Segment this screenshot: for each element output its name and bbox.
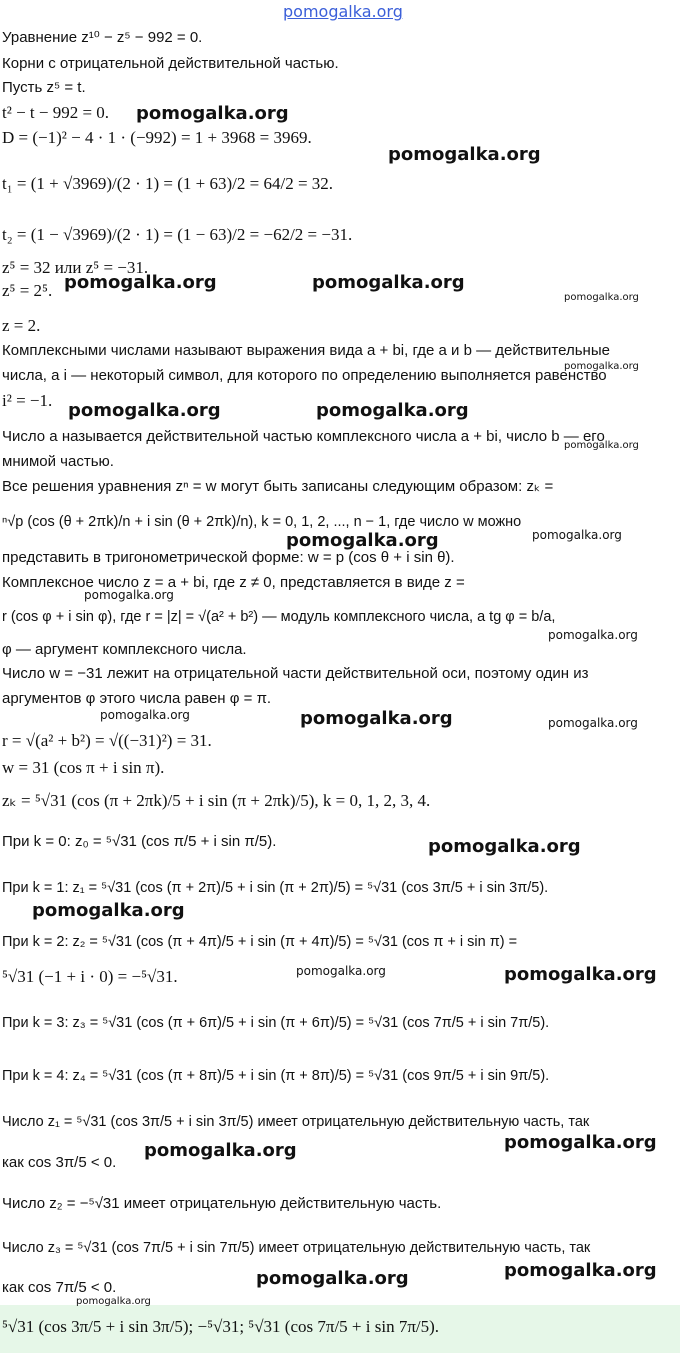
text-line: z = 2. — [2, 316, 41, 335]
text-line: аргументов φ этого числа равен φ = π. — [2, 690, 272, 707]
watermark: pomogalka.org — [136, 103, 289, 124]
watermark: pomogalka.org — [76, 1296, 151, 1307]
watermark: pomogalka.org — [532, 528, 622, 542]
watermark: pomogalka.org — [504, 964, 657, 985]
watermark: pomogalka.org — [504, 1132, 657, 1153]
text-line: zₖ = ⁵√31 (cos (π + 2πk)/5 + i sin (π + 2πk)/5), k = 0, 1, 2, 3, 4. — [2, 791, 431, 810]
text-line: D = (−1)² − 4 · 1 · (−992) = 1 + 3968 = 3969. — [2, 128, 312, 147]
text-line: w = 31 (cos π + i sin π). — [2, 758, 165, 777]
text-line: При k = 3: z₃ = ⁵√31 (cos (π + 6π)/5 + i sin (π + 6π)/5) = ⁵√31 (cos 7π/5 + i sin 7π/5). — [2, 1015, 550, 1031]
text-line: Число z₁ = ⁵√31 (cos 3π/5 + i sin 3π/5) имеет отрицательную действительную часть, так — [2, 1114, 590, 1130]
watermark: pomogalka.org — [504, 1260, 657, 1281]
watermark: pomogalka.org — [564, 440, 639, 451]
text-line: Число w = −31 лежит на отрицательной части действительной оси, поэтому один из — [2, 665, 589, 682]
watermark: pomogalka.org — [548, 716, 638, 730]
watermark: pomogalka.org — [64, 272, 217, 293]
text-line: как cos 3π/5 < 0. — [2, 1154, 117, 1171]
text-line: Корни с отрицательной действительной частью. — [2, 55, 339, 72]
text-line: i² = −1. — [2, 391, 53, 410]
text-line: При k = 2: z₂ = ⁵√31 (cos (π + 4π)/5 + i sin (π + 4π)/5) = ⁵√31 (cos π + i sin π) = — [2, 934, 518, 950]
watermark: pomogalka.org — [312, 272, 465, 293]
watermark: pomogalka.org — [32, 900, 185, 921]
text-line: Комплексными числами называют выражения вида a + bi, где a и b — действительные — [2, 342, 610, 359]
watermark: pomogalka.org — [300, 708, 453, 729]
text-line: Пусть z⁵ = t. — [2, 79, 86, 96]
text-line: z⁵ = 2⁵. — [2, 281, 53, 300]
text-line: числа, а i — некоторый символ, для которого по определению выполняется равенство — [2, 367, 607, 384]
text-line: Число z₂ = −⁵√31 имеет отрицательную действительную часть. — [2, 1195, 442, 1212]
text-line: t₁ = (1 + √3969)/(2 · 1) = (1 + 63)/2 = 64/2 = 32. — [2, 174, 334, 193]
text-line: ⁵√31 (−1 + i · 0) = −⁵√31. — [2, 967, 178, 986]
text-line: Комплексное число z = a + bi, где z ≠ 0, представляется в виде z = — [2, 574, 465, 591]
text-line: представить в тригонометрической форме: w = p (cos θ + i sin θ). — [2, 549, 455, 566]
text-line: мнимой частью. — [2, 453, 114, 470]
site-link[interactable]: pomogalka.org — [283, 2, 403, 21]
text-line: r = √(a² + b²) = √((−31)²) = 31. — [2, 731, 212, 750]
text-line: Число a называется действительной частью комплексного числа a + bi, число b — его — [2, 428, 605, 445]
watermark: pomogalka.org — [84, 588, 174, 602]
watermark: pomogalka.org — [564, 361, 639, 372]
text-line: Уравнение z¹⁰ − z⁵ − 992 = 0. — [2, 29, 203, 46]
text-line: При k = 0: z₀ = ⁵√31 (cos π/5 + i sin π/5). — [2, 833, 277, 850]
text-line: Число z₃ = ⁵√31 (cos 7π/5 + i sin 7π/5) имеет отрицательную действительную часть, так — [2, 1240, 591, 1256]
text-line: Все решения уравнения zⁿ = w могут быть записаны следующим образом: zₖ = — [2, 478, 554, 495]
watermark: pomogalka.org — [316, 400, 469, 421]
text-line: При k = 1: z₁ = ⁵√31 (cos (π + 2π)/5 + i sin (π + 2π)/5) = ⁵√31 (cos 3π/5 + i sin 3π/5). — [2, 880, 549, 896]
answer-text: ⁵√31 (cos 3π/5 + i sin 3π/5); −⁵√31; ⁵√31 (cos 7π/5 + i sin 7π/5). — [2, 1317, 440, 1336]
watermark: pomogalka.org — [100, 708, 190, 722]
watermark: pomogalka.org — [388, 144, 541, 165]
watermark: pomogalka.org — [68, 400, 221, 421]
text-line: t² − t − 992 = 0. — [2, 103, 110, 122]
watermark: pomogalka.org — [144, 1140, 297, 1161]
text-line: При k = 4: z₄ = ⁵√31 (cos (π + 8π)/5 + i sin (π + 8π)/5) = ⁵√31 (cos 9π/5 + i sin 9π/5). — [2, 1068, 550, 1084]
watermark: pomogalka.org — [428, 836, 581, 857]
text-line: z⁵ = 32 или z⁵ = −31. — [2, 258, 149, 277]
text-line: t₂ = (1 − √3969)/(2 · 1) = (1 − 63)/2 = −62/2 = −31. — [2, 225, 353, 244]
answer-box — [0, 1305, 680, 1353]
watermark: pomogalka.org — [296, 964, 386, 978]
watermark: pomogalka.org — [256, 1268, 409, 1289]
text-line: φ — аргумент комплексного числа. — [2, 641, 247, 658]
watermark: pomogalka.org — [548, 628, 638, 642]
text-line: как cos 7π/5 < 0. — [2, 1279, 117, 1296]
text-line: ⁿ√p (cos (θ + 2πk)/n + i sin (θ + 2πk)/n), k = 0, 1, 2, ..., n − 1, где число w можно — [2, 514, 522, 530]
watermark: pomogalka.org — [564, 292, 639, 303]
watermark: pomogalka.org — [286, 530, 439, 551]
text-line: r (cos φ + i sin φ), где r = |z| = √(a² + b²) — модуль комплексного числа, а tg φ = b/a, — [2, 609, 556, 625]
